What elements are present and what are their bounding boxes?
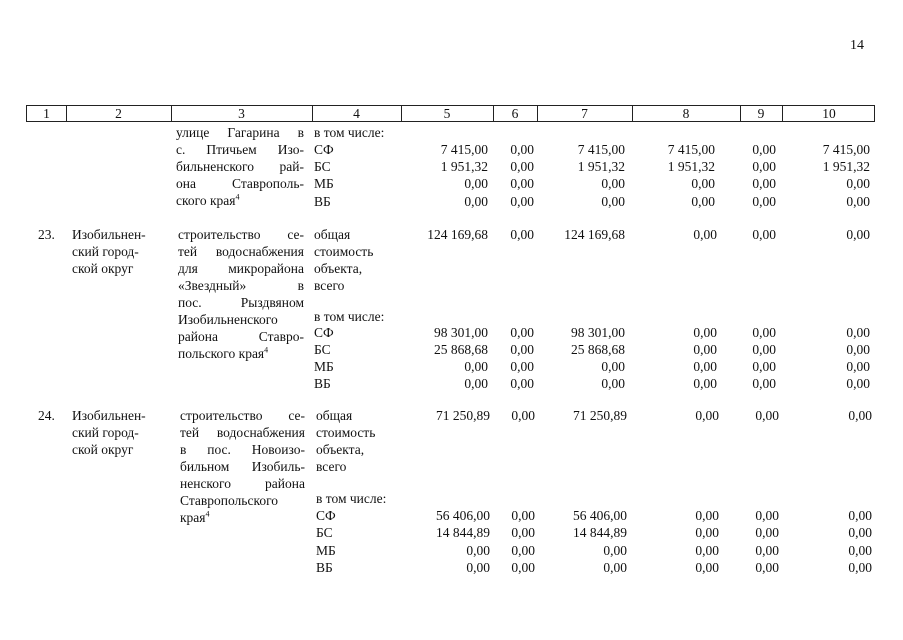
cell-col10: 7 415,00: [822, 142, 870, 157]
cell-col10: 0,00: [848, 525, 872, 540]
cell-col10: 0,00: [848, 543, 872, 558]
row-label: БС: [314, 159, 331, 174]
cell-col9: 0,00: [755, 543, 779, 558]
cell-col5: 98 301,00: [434, 325, 488, 340]
row-label: МБ: [314, 359, 334, 374]
row-label: ВБ: [314, 194, 331, 209]
cell-col8: 0,00: [693, 227, 717, 242]
cell-col5: 71 250,89: [436, 408, 490, 423]
cell-col9: 0,00: [752, 325, 776, 340]
object-description: улице Гагарина в с. Птичьем Изо- бильненского рай- она Ставрополь- ского края$^4$: [176, 125, 304, 208]
cell-col9: 0,00: [752, 176, 776, 191]
cell-col10: 1 951,32: [822, 159, 870, 174]
header-col-3: 3: [238, 106, 245, 121]
header-col-8: 8: [682, 106, 690, 121]
cell-col7: 124 169,68: [564, 227, 625, 242]
cell-col5: 0,00: [464, 376, 488, 391]
cell-col10: 0,00: [846, 342, 870, 357]
object-description: строительство се- тей водоснабжения для микрорайона «Звездный» в пос. Рыздвяном Изобильненского района Ставро- польского края$^4$: [178, 227, 304, 361]
cell-col7: 98 301,00: [571, 325, 625, 340]
cell-col6: 0,00: [510, 194, 534, 209]
cell-col8: 0,00: [693, 325, 717, 340]
row-label: БС: [314, 342, 331, 357]
cell-col7: 14 844,89: [573, 525, 627, 540]
total-cost-label: общая стоимость объекта, всего: [314, 227, 374, 293]
row-label: СФ: [316, 508, 336, 523]
cell-col9: 0,00: [752, 142, 776, 157]
cell-col9: 0,00: [752, 194, 776, 209]
page-number: 14: [850, 38, 864, 53]
cell-col9: 0,00: [755, 508, 779, 523]
cell-col7: 0,00: [601, 176, 625, 191]
cell-col7: 0,00: [603, 543, 627, 558]
cell-col10: 0,00: [846, 227, 870, 242]
cell-col8: 0,00: [695, 543, 719, 558]
cell-col8: 0,00: [693, 376, 717, 391]
footnote-marker: 4: [235, 192, 240, 202]
footnote-marker: 4: [205, 509, 210, 519]
cell-col10: 0,00: [848, 508, 872, 523]
header-col-4: 4: [353, 106, 360, 121]
cell-col5: 0,00: [464, 176, 488, 191]
row-label: ВБ: [316, 560, 333, 575]
header-col-5: 5: [443, 106, 451, 121]
cell-col6: 0,00: [511, 543, 535, 558]
including-label: в том числе:: [316, 491, 387, 506]
cell-col6: 0,00: [510, 376, 534, 391]
cell-col9: 0,00: [755, 560, 779, 575]
cell-col6: 0,00: [510, 142, 534, 157]
cell-col7: 0,00: [603, 560, 627, 575]
row-label: БС: [316, 525, 333, 540]
cell-col6: 0,00: [510, 342, 534, 357]
cell-col6: 0,00: [510, 227, 534, 242]
cell-col6: 0,00: [511, 508, 535, 523]
cell-col5: 0,00: [466, 543, 490, 558]
cell-col7: 71 250,89: [573, 408, 627, 423]
cell-col7: 0,00: [601, 194, 625, 209]
cell-col7: 56 406,00: [573, 508, 627, 523]
row-label: МБ: [316, 543, 336, 558]
cell-col9: 0,00: [755, 525, 779, 540]
cell-col8: 0,00: [695, 560, 719, 575]
cell-col6: 0,00: [510, 325, 534, 340]
cell-col5: 7 415,00: [440, 142, 488, 157]
header-col-2: 2: [115, 106, 122, 121]
cell-col7: 0,00: [601, 376, 625, 391]
cell-col10: 0,00: [846, 325, 870, 340]
cell-col5: 1 951,32: [440, 159, 488, 174]
cell-col8: 0,00: [695, 408, 719, 423]
cell-col7: 7 415,00: [577, 142, 625, 157]
total-cost-label: общая стоимость объекта, всего: [316, 408, 376, 474]
cell-col8: 0,00: [693, 359, 717, 374]
row-label: ВБ: [314, 376, 331, 391]
row-number: 23.: [38, 227, 55, 242]
cell-col5: 14 844,89: [436, 525, 490, 540]
row-label: в том числе:: [314, 125, 385, 140]
cell-col10: 0,00: [848, 560, 872, 575]
cell-col7: 1 951,32: [577, 159, 625, 174]
cell-col8: 0,00: [691, 194, 715, 209]
cell-col8: 7 415,00: [667, 142, 715, 157]
cell-col6: 0,00: [511, 525, 535, 540]
cell-col10: 0,00: [846, 176, 870, 191]
cell-col6: 0,00: [511, 560, 535, 575]
header-col-6: 6: [511, 106, 519, 121]
cell-col8: 0,00: [691, 176, 715, 191]
cell-col6: 0,00: [510, 359, 534, 374]
row-label: СФ: [314, 325, 334, 340]
cell-col7: 0,00: [601, 359, 625, 374]
cell-col10: 0,00: [846, 376, 870, 391]
header-col-1: 1: [43, 106, 50, 121]
municipality-name: Изобильнен- ский город- ской округ: [72, 408, 146, 457]
cell-col8: 0,00: [695, 508, 719, 523]
cell-col5: 56 406,00: [436, 508, 490, 523]
cell-col9: 0,00: [752, 227, 776, 242]
cell-col5: 0,00: [464, 194, 488, 209]
cell-col9: 0,00: [755, 408, 779, 423]
object-description: строительство се- тей водоснабжения в пос. Новоизо- бильном Изобиль- ненского района Ставропольского края$^4$: [180, 408, 305, 525]
header-col-9: 9: [757, 106, 765, 121]
cell-col5: 124 169,68: [427, 227, 488, 242]
cell-col10: 0,00: [846, 194, 870, 209]
cell-col10: 0,00: [846, 359, 870, 374]
header-col-10: 10: [822, 106, 836, 121]
cell-col9: 0,00: [752, 159, 776, 174]
header-col-7: 7: [581, 106, 588, 121]
cell-col8: 1 951,32: [667, 159, 715, 174]
row-label: МБ: [314, 176, 334, 191]
cell-col8: 0,00: [693, 342, 717, 357]
row-number: 24.: [38, 408, 55, 423]
cell-col5: 0,00: [466, 560, 490, 575]
cell-col9: 0,00: [752, 359, 776, 374]
municipality-name: Изобильнен- ский город- ской округ: [72, 227, 146, 276]
cell-col8: 0,00: [695, 525, 719, 540]
cell-col6: 0,00: [510, 176, 534, 191]
cell-col7: 25 868,68: [571, 342, 625, 357]
footnote-marker: 4: [264, 345, 269, 355]
row-label: СФ: [314, 142, 334, 157]
cell-col9: 0,00: [752, 342, 776, 357]
including-label: в том числе:: [314, 309, 385, 324]
cell-col5: 0,00: [464, 359, 488, 374]
cell-col6: 0,00: [510, 159, 534, 174]
cell-col9: 0,00: [752, 376, 776, 391]
cell-col10: 0,00: [848, 408, 872, 423]
cell-col5: 25 868,68: [434, 342, 488, 357]
cell-col6: 0,00: [511, 408, 535, 423]
table-header-row: [26, 105, 875, 122]
